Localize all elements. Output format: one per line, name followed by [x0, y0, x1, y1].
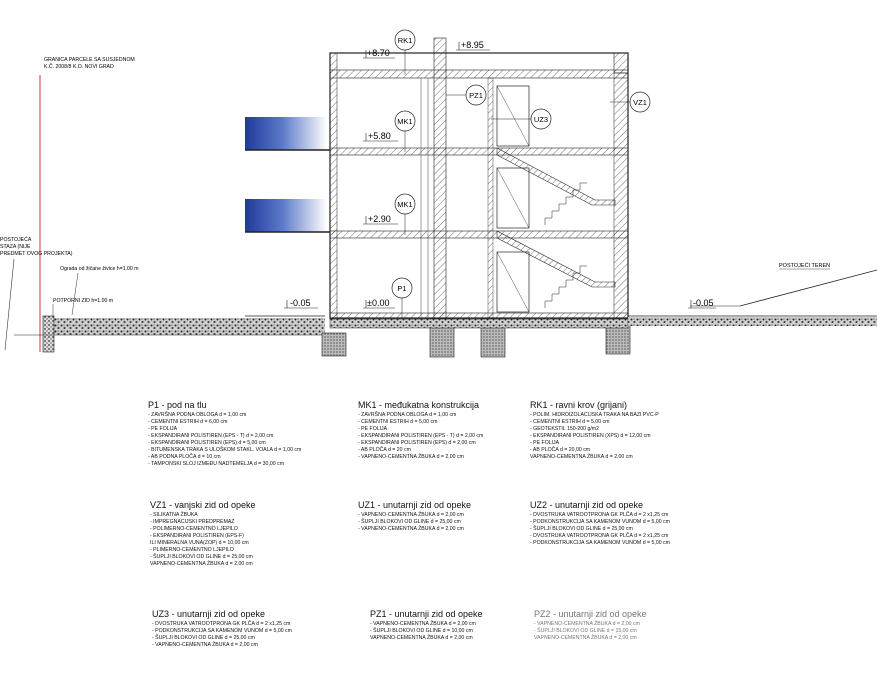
legend-item: - PODKONSTRUKCIJA SA KAMENOM VUNOM d = 5,00 cm: [530, 519, 670, 525]
legend-item: - DVOSTRUKA VATROOTPRONA GK PLČA d = 2 x1,25 cm: [530, 512, 669, 518]
legend-item: - CEMENTNI ESTRIH d = 6,00 cm: [148, 419, 228, 425]
legend-item: - ŠUPLJI BLOKOVI OD GLINE d = 25,00 cm: [358, 519, 461, 525]
legend-item: - EKSPANDIRANI POLISTIREN (EPS-F): [150, 533, 244, 539]
under-slab-gravel: [330, 319, 628, 328]
svg-text:VZ1: VZ1: [633, 98, 647, 107]
legend-item: - ŠUPLJI BLOKOVI OD GLINE d = 25,00 cm: [152, 635, 255, 641]
legend-item: - VAPNENO-CEMENTNA ŽBUKA d = 2,00 cm: [358, 526, 464, 532]
legend-item: - AB PLOČA d = 20 cm: [358, 447, 411, 453]
stair-flight-lower: [497, 231, 615, 287]
legend-title: PZ1 - unutarnji zid od opeke: [370, 609, 483, 619]
legend-item: - EKSPANDIRANI POLISTIREN (EPS - T) d = 2,00 cm: [358, 433, 484, 439]
svg-text:UZ3: UZ3: [533, 115, 549, 124]
path-gravel: [43, 318, 325, 335]
legend-item: - IMPREGNACIJSKI PREDPREMAZ: [150, 519, 235, 525]
svg-text:MK1: MK1: [397, 200, 413, 209]
legend-item: - ZAVRŠNA PODNA OBLOGA d = 1,00 cm: [358, 412, 457, 418]
legend-mk1: [358, 400, 483, 461]
legend-item: - ŠUPLJI BLOKOVI OD GLINE d = 25,00 cm: [530, 526, 633, 532]
level-marker-left-005: [284, 298, 318, 308]
balcony-glass-lower: [245, 199, 327, 232]
legend-item: - EKSPANDIRANI POLISTIREN (EPS - T) d = 2,00 cm: [148, 433, 274, 439]
legend-item: - GEOTEKSTIL 150-200 g/m2: [530, 426, 600, 432]
legend-items: [148, 412, 301, 468]
floor-slab-1: [330, 231, 628, 238]
right-gravel: [628, 317, 877, 326]
legend-item: - EKSPANDIRANI POLISTIREN (EPS) d = 5,00 cm: [148, 440, 266, 446]
svg-text:+2.90: +2.90: [368, 214, 391, 224]
legend-item: - PE FOLIJA: [358, 426, 388, 432]
legend-item: - ŠUPLJI BLOKOVI OD GLINE d = 25,00 cm: [150, 554, 253, 560]
legend-item: - PE FOLIJA: [148, 426, 178, 432]
legend-title: UZ3 - unutarnji zid od opeke: [152, 609, 266, 619]
existing-path-note-1: POSTOJEĆA: [0, 237, 32, 243]
floor-slab-2: [330, 148, 628, 155]
legend-title: MK1 - međukatna konstrukcija: [358, 400, 480, 410]
ground-slab: [330, 313, 628, 319]
legend-vz1: [150, 500, 256, 568]
legend-item: - TAMPONSKI SLOJ IZMEĐU NADTEMELJA d = 30,00 cm: [148, 461, 285, 467]
retaining-wall-note: POTPORNI ZID h=1.00 m: [53, 298, 114, 304]
legend-item: - SILIKATNA ŽBUKA: [150, 512, 198, 518]
existing-path-note-3: PREDMET OVOG PROJEKTA): [0, 251, 73, 257]
legend-uz2: [530, 500, 670, 547]
balcony-glass-upper: [245, 117, 327, 150]
tag-uz3: [491, 109, 551, 129]
svg-text:+5.80: +5.80: [368, 131, 391, 141]
level-marker-000: [363, 298, 395, 308]
legend-title: RK1 - ravni krov (grijani): [530, 400, 628, 410]
legend-item: - PODKONSTRUKCIJA SA KAMENOM VUNOM d = 5,00 cm: [530, 540, 670, 546]
existing-terrain-label: POSTOJEĆI TEREN: [779, 263, 831, 269]
svg-text:PZ1: PZ1: [469, 91, 483, 100]
level-marker-290: [363, 214, 398, 224]
svg-text:+8.95: +8.95: [461, 40, 484, 50]
legend-item: - VAPNENO-CEMENTNA ŽBUKA d = 2,00 cm: [358, 512, 464, 518]
svg-text:RK1: RK1: [397, 36, 413, 45]
left-footing: [322, 333, 346, 356]
roof-slab: [330, 70, 628, 78]
legend-pz2: [534, 609, 647, 642]
legend-item: - VAPNENO-CEMENTNA ŽBUKA d = 2,00 cm: [370, 621, 476, 627]
legend-uz1: [358, 500, 471, 533]
legend-item: VAPNENO-CEMENTNA ŽBUKA d = 2,00 cm: [150, 561, 253, 567]
parcel-note-line-2: K.Č. 2008/8 K.O. NOVI GRAD: [44, 64, 114, 70]
svg-text:-0.05: -0.05: [693, 298, 714, 308]
tag-pz1: [446, 85, 486, 105]
svg-text:P1: P1: [397, 284, 407, 293]
legend-title: UZ1 - unutarnji zid od opeke: [358, 500, 472, 510]
chimney: [434, 38, 446, 318]
legend-item: ILI MINERALNA VUNA(ZOP) d = 10,00 cm: [150, 540, 249, 546]
legend-item: - CEMENTNI ESTRIH d = 5,00 cm: [358, 419, 438, 425]
legend-item: - VAPNENO-CEMENTNA ŽBUKA d = 2,00 cm: [152, 642, 258, 648]
legend-title: PZ2 - unutarnji zid od opeke: [534, 609, 647, 619]
svg-text:MK1: MK1: [397, 117, 413, 126]
existing-terrain-line: [740, 270, 877, 306]
level-marker-right-005: [688, 298, 716, 308]
legend-item: - DVOSTRUKA VATROOTPRONA GK PLČA d = 2 x1,25 cm: [152, 621, 291, 627]
legend-pz1: [370, 609, 483, 642]
legend-title: VZ1 - vanjski zid od opeke: [150, 500, 256, 510]
svg-text:±0.00: ±0.00: [367, 298, 390, 308]
legend-item: - ZAVRŠNA PODNA OBLOGA d = 1,00 cm: [148, 412, 247, 418]
legend-item: - PODKONSTRUKCIJA SA KAMENOM VUNOM d = 5,00 cm: [152, 628, 292, 634]
legend-title: P1 - pod na tlu: [148, 400, 207, 410]
legend-item: VAPNENO-CEMENTNA ŽBUKA d = 2,00 cm: [530, 454, 633, 460]
retaining-wall: [43, 316, 54, 352]
svg-text:-0.05: -0.05: [290, 298, 311, 308]
legend-item: - BITUMENSKA TRAKA S ULOŠKOM STAKL. VOALA d = 1,00 cm: [148, 447, 302, 453]
legend-item: - AB PLOČA d = 20,00 cm: [530, 447, 591, 453]
legend-item: - VAPNENO-CEMENTNA ŽBUKA d = 2,00 cm: [358, 454, 464, 460]
tag-mk1-lower: [395, 194, 415, 235]
left-wall: [330, 53, 337, 318]
level-marker-895: [456, 40, 490, 50]
legend-item: - POLIMERNO-CEMENTNO LJEPILO: [150, 526, 238, 532]
legend-rk1: [530, 400, 659, 461]
legend-item: - AB PODNA PLOČA d = 10 cm: [148, 454, 221, 460]
tag-mk1-upper: [395, 111, 415, 152]
legend-item: - PE FOLIJA: [530, 440, 560, 446]
parcel-note-line-1: GRANICA PARCELE SA SUSJEDNOM: [44, 57, 135, 63]
legend-item: - EKSPANDIRANI POLISTIREN (EPS) d = 2,00 cm: [358, 440, 476, 446]
legend-item: - EKSPANDIRANI POLISTIREN (XPS) d = 12,00 cm: [530, 433, 651, 439]
legend-uz3: [152, 609, 292, 649]
legend-item: - DVOSTRUKA VATROOTPRONA GK PLČA d = 2 x1,25 cm: [530, 533, 669, 539]
legend-title: UZ2 - unutarnji zid od opeke: [530, 500, 644, 510]
legend-item: - ŠUPLJI BLOKOVI OD GLINE d = 15,00 cm: [534, 628, 637, 634]
fence-note: Ograda od žičane živice h=1.00 m: [60, 266, 139, 272]
legend-item: VAPNENO-CEMENTNA ŽBUKA d = 2,00 cm: [534, 635, 637, 641]
legend-item: - CEMENTNI ESTRIH d = 5,00 cm: [530, 419, 610, 425]
legend-item: - VAPNENO-CEMENTNA ŽBUKA d = 2,00 cm: [534, 621, 640, 627]
legend-item: - PLIMERNO-CEMENTNO LJEPILO: [150, 547, 234, 553]
legend-item: - POLIM. HIDROIZOLACIJSKA TRAKA NA BAZI PVC-P: [530, 412, 659, 418]
existing-path-note-2: STAZA (NIJE: [0, 244, 31, 250]
svg-text:+8.70: +8.70: [367, 48, 390, 58]
stair-flight-upper: [497, 148, 615, 205]
legend-p1: [148, 400, 301, 468]
level-marker-580: [363, 131, 398, 141]
legend-item: - ŠUPLJI BLOKOVI OD GLINE d = 10,00 cm: [370, 628, 473, 634]
right-wall: [614, 73, 628, 318]
tag-p1: [392, 278, 412, 318]
legend-item: VAPNENO-CEMENTNA ŽBUKA d = 2,00 cm: [370, 635, 473, 641]
